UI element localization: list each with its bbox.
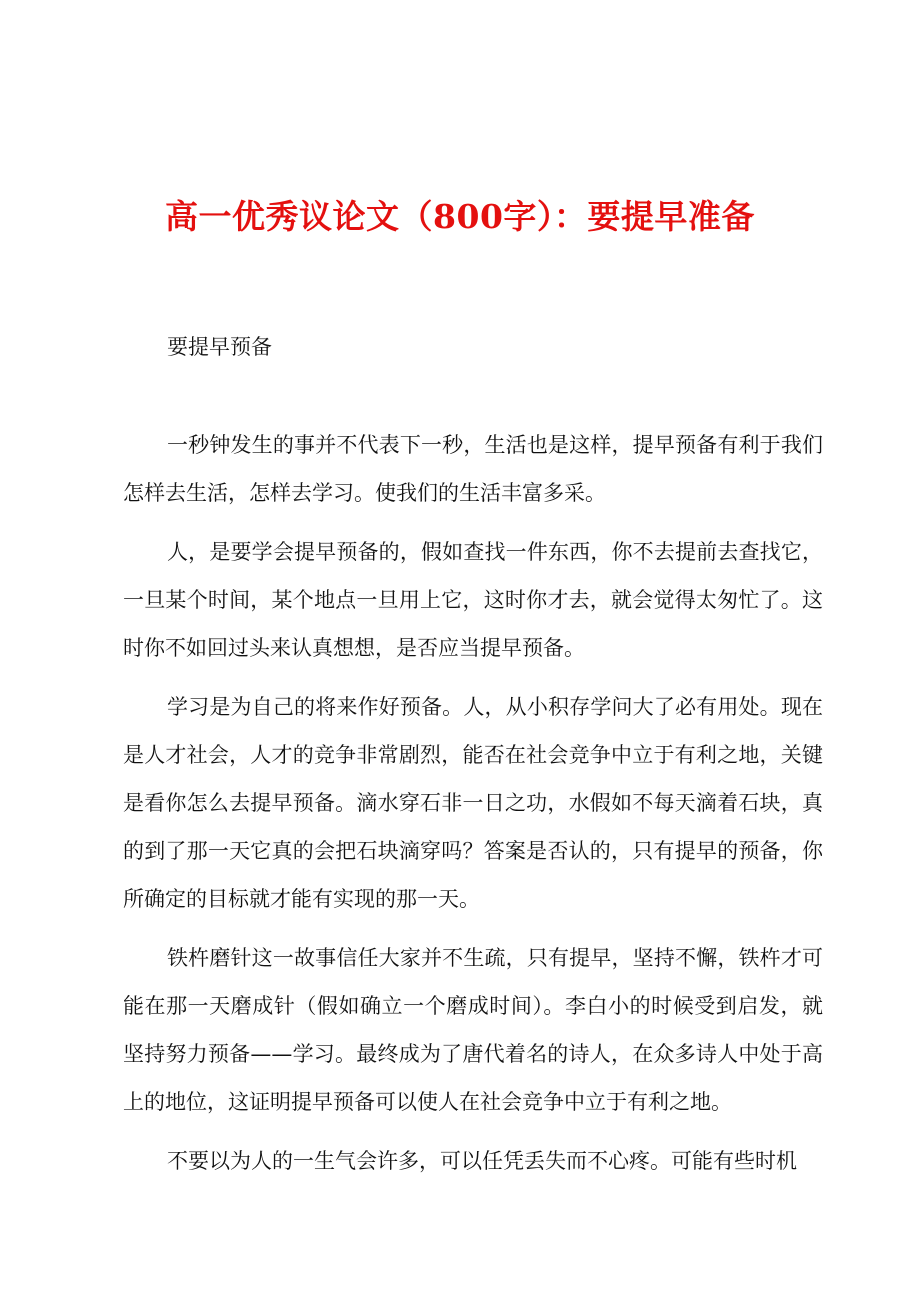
paragraph: 人，是要学会提早预备的，假如查找一件东西，你不去提前去查找它，一旦某个时间，某个地点一旦用上它，这时你才去，就会觉得太匆忙了。这时你不如回过头来认真想想，是否应当提早预备。: [123, 540, 823, 660]
paragraph: 铁杵磨针这一故事信任大家并不生疏，只有提早，坚持不懈，铁杵才可能在那一天磨成针（假如确立一个磨成时间）。李白小的时候受到启发，就坚持努力预备——学习。最终成为了唐代着名的诗人，在众多诗人中处于高上的地位，这证明提早预备可以使人在社会竞争中立于有利之地。: [123, 946, 823, 1114]
document-title: 高一优秀议论文（800字）：要提早准备: [165, 197, 755, 236]
paragraph: 一秒钟发生的事并不代表下一秒，生活也是这样，提早预备有利于我们怎样去生活，怎样去学习。使我们的生活丰富多采。: [123, 433, 823, 505]
document-subtitle: 要提早预备: [167, 335, 272, 359]
paragraph: 学习是为自己的将来作好预备。人，从小积存学问大了必有用处。现在是人才社会，人才的竞争非常剧烈，能否在社会竞争中立于有利之地，关键是看你怎么去提早预备。滴水穿石非一日之功，水假如不每天滴着石块，真的到了那一天它真的会把石块滴穿吗？答案是否认的，只有提早的预备，你所确定的目标就才能有实现的那一天。: [123, 695, 823, 911]
paragraph: 不要以为人的一生气会许多，可以任凭丢失而不心疼。可能有些时机: [167, 1149, 797, 1173]
document-body: [123, 421, 823, 1196]
